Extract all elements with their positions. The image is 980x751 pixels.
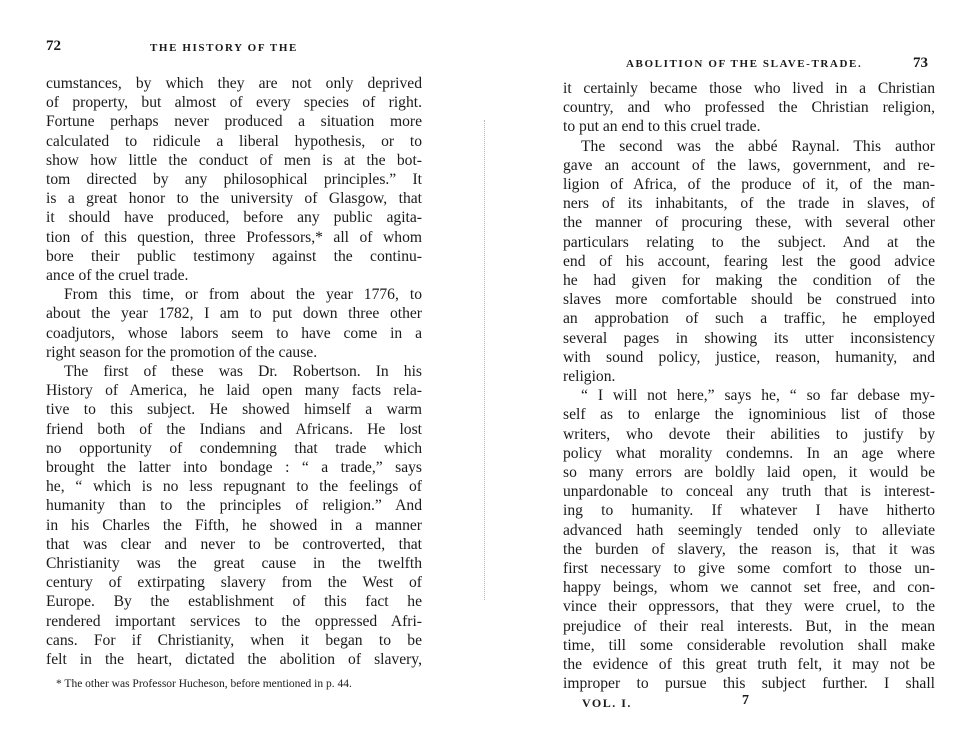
text-line: he had given for making the condition of the (563, 272, 935, 290)
left-running-head: THE HISTORY OF THE (150, 42, 298, 54)
text-line: end of his account, fearing lest the good advice (563, 252, 935, 270)
text-line: Christianity was the great cause in the twelfth (46, 555, 422, 573)
text-line: advanced hath seemingly tended only to alleviate (563, 521, 935, 539)
text-line: ing to humanity. If whatever I have hitherto (563, 502, 935, 520)
text-line: time, till some considerable revolution shall make (563, 636, 935, 654)
right-page-number: 73 (913, 55, 928, 71)
text-line: no opportunity of condemning that trade which (46, 439, 422, 457)
text-line: cans. For if Christianity, when it began to be (46, 631, 422, 649)
text-line: cumstances, by which they are not only deprived (46, 75, 422, 92)
text-line: with sound policy, justice, reason, humanity, and (563, 348, 935, 366)
text-line: gave an account of the laws, government, and re- (563, 156, 935, 174)
text-line: of property, but almost of every species of right. (46, 94, 422, 112)
text-line: first necessary to give some comfort to those un- (563, 560, 935, 578)
text-line: happy beings, whom we cannot set free, and con- (563, 579, 935, 597)
text-line: bore their public testimony against the continu- (46, 247, 422, 265)
text-line: particulars relating to the subject. And at the (563, 233, 935, 251)
text-line: writers, who devote their abilities to justify by (563, 425, 935, 443)
right-body-text (563, 79, 935, 694)
text-line: History of America, he laid open many facts rela- (46, 382, 422, 400)
text-line: friend both of the Indians and Africans. He lost (46, 420, 422, 438)
text-line: country, and who professed the Christian religion, (563, 99, 935, 117)
text-line: the evidence of this great truth felt, it may not be (563, 656, 935, 674)
text-line: show how little the conduct of men is at the bot- (46, 151, 422, 169)
text-line: ners of its inhabitants, of the trade in slaves, of (563, 195, 935, 213)
text-line: policy what morality condemns. In an age where (563, 444, 935, 462)
left-body-text (46, 74, 422, 669)
text-line: humanity than to the principles of religion.” And (46, 497, 422, 515)
text-line: tom directed by any philosophical principles.” It (46, 171, 422, 189)
right-page (490, 0, 980, 751)
text-line: “ I will not here,” says he, “ so far debase my- (581, 387, 935, 405)
text-line: From this time, or from about the year 1776, to (64, 286, 422, 304)
text-line: rendered important services to the oppressed Afri- (46, 612, 422, 630)
text-line: ance of the cruel trade. (46, 267, 189, 285)
text-line: it should have produced, before any public agita- (46, 209, 422, 227)
text-line: century of extirpating slavery from the West of (46, 574, 422, 592)
text-line: improper to pursue this subject further. I shall (563, 675, 935, 693)
text-line: The second was the abbé Raynal. This author (581, 137, 935, 155)
text-line: brought the latter into bondage : “ a trade,” says (46, 459, 422, 477)
text-line: an approbation of such a traffic, he employed (563, 310, 935, 328)
signature-mark: VOL. I. (582, 696, 632, 710)
text-line: vince their oppressors, that they were cruel, to the (563, 598, 935, 616)
gutter-divider (484, 120, 486, 600)
text-line: that was clear and never to be controverted, that (46, 535, 422, 553)
text-line: Europe. By the establishment of this fact he (46, 593, 422, 611)
text-line: several pages in showing its utter inconsistency (563, 329, 935, 347)
text-line: coadjutors, whose labors seem to have come in a (46, 324, 422, 342)
text-line: tion of this question, three Professors,* all of whom (46, 228, 422, 246)
text-line: to put an end to this cruel trade. (563, 118, 761, 136)
text-line: it certainly became those who lived in a Christian (563, 80, 935, 97)
text-line: felt in the heart, dictated the abolition of slavery, (46, 651, 422, 669)
text-line: slaves more comfortable should be construed into (563, 291, 935, 309)
text-line: ligion of Africa, of the produce of it, of the man- (563, 176, 935, 194)
text-line: The first of these was Dr. Robertson. In his (64, 363, 422, 381)
footnote: * The other was Professor Hucheson, before mentioned in p. 44. (56, 678, 352, 690)
text-line: so many errors are boldly laid open, it would be (563, 464, 935, 482)
text-line: right season for the promotion of the cause. (46, 343, 318, 361)
text-line: calculated to ridicule a liberal hypothesis, or to (46, 132, 422, 150)
text-line: tive to this subject. He showed himself a warm (46, 401, 422, 419)
text-line: Fortune perhaps never produced a situation more (46, 113, 422, 131)
text-line: unpardonable to conceal any truth that is interest- (563, 483, 935, 501)
text-line: in his Charles the Fifth, he showed in a manner (46, 516, 422, 534)
text-line: the burden of slavery, the reason is, that it was (563, 540, 935, 558)
left-page-number: 72 (46, 38, 61, 54)
signature-number: 7 (742, 693, 749, 708)
text-line: prejudice of their real interests. But, in the mean (563, 617, 935, 635)
text-line: is a great honor to the university of Glasgow, that (46, 190, 422, 208)
text-line: self as to enlarge the ignominious list of those (563, 406, 935, 424)
text-line: religion. (563, 368, 616, 386)
text-line: about the year 1782, I am to put down three other (46, 305, 422, 323)
text-line: he, “ which is no less repugnant to the feelings of (46, 478, 422, 496)
text-line: the manner of procuring these, with several other (563, 214, 935, 232)
right-running-head: ABOLITION OF THE SLAVE-TRADE. (626, 58, 863, 70)
